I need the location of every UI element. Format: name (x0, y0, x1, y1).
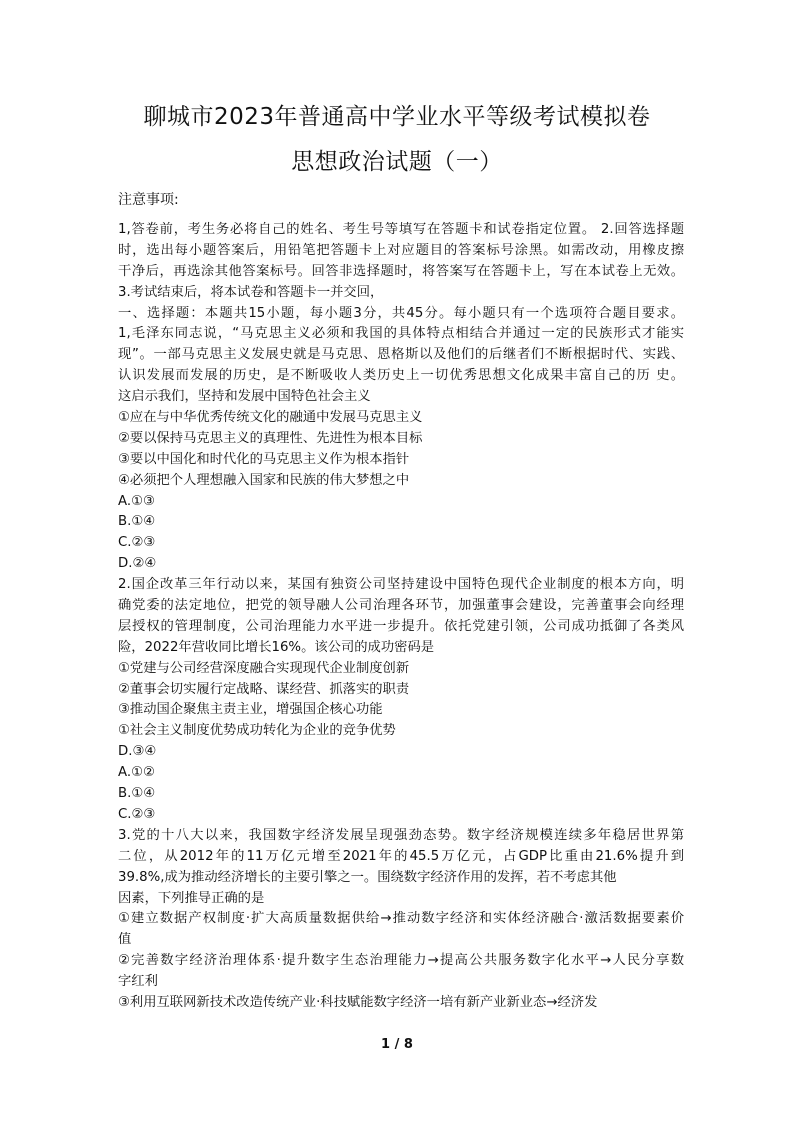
text-line: 因素，下列推导正确的是 (118, 890, 265, 906)
text-line: D.③④ (118, 744, 157, 760)
text-line: 层授权的管理制度，公司治理能力水平进一步提升。依托党建引领，公司成功抵御了各类风 (118, 618, 684, 634)
text-line: 2.国企改革三年行动以来，某国有独资公司坚持建设中国特色现代企业制度的根本方向，明 (118, 577, 684, 593)
text-line: D.②④ (118, 556, 157, 572)
document-title: 聊城市2023年普通高中学业水平等级考试模拟卷 (143, 104, 651, 130)
text-line: 这启示我们，坚持和发展中国特色社会主义 (118, 389, 371, 405)
text-line: C.②③ (118, 806, 156, 822)
notice-heading: 注意事项: (118, 192, 179, 208)
text-line: 值 (118, 932, 132, 948)
text-line: 干净后，再选涂其他答案标号。回答非选择题时，将答案写在答题卡上，写在本试卷上无效。 (118, 263, 684, 279)
document-body (118, 190, 684, 1014)
text-lines (118, 220, 684, 1014)
text-line: ①应在与中华优秀传统文化的融通中发展马克思主义 (118, 410, 423, 426)
text-line: 3.考试结束后，将本试卷和答题卡一并交回， (118, 284, 384, 300)
text-line: 认识发展而发展的历史，是不断吸收人类历史上一切优秀思想文化成果丰富自己的历 史。 (118, 368, 684, 384)
text-line: ③要以中国化和时代化的马克思主义作为根本指针 (118, 451, 410, 467)
text-line: 现”。一部马克思主义发展史就是马克思、恩格斯以及他们的后继者们不断根据时代、实践、 (118, 347, 684, 363)
text-line: ②完善数字经济治理体系·提升数字生态治理能力→提高公共服务数字化水平→人民分享数 (118, 953, 684, 969)
text-line: ②董事会切实履行定战略、谋经营、抓落实的职责 (118, 681, 410, 697)
text-line: ④必须把个人理想融入国家和民族的伟大梦想之中 (118, 472, 410, 488)
text-line: ③利用互联网新技术改造传统产业·科技赋能数字经济一培有新产业新业态→经济发 (118, 994, 598, 1010)
text-line: ①党建与公司经营深度融合实现现代企业制度创新 (118, 660, 410, 676)
text-line: 字红利 (118, 974, 158, 990)
text-line: A.①② (118, 765, 155, 781)
text-line: 险，2022年营收同比增长16%。该公司的成功密码是 (118, 639, 435, 655)
text-line: ③推动国企聚焦主责主业，增强国企核心功能 (118, 702, 383, 718)
text-line: 时，选出每小题答案后，用铅笔把答题卡上对应题目的答案标号涂黑。如需改动，用橡皮擦 (118, 242, 684, 258)
text-line: B.①④ (118, 786, 156, 802)
page-number: 1 / 8 (381, 1037, 413, 1052)
text-line: B.①④ (118, 514, 156, 530)
document-subtitle: 思想政治试题（一） (291, 149, 503, 175)
text-line: ②要以保持马克思主义的真理性、先进性为根本目标 (118, 430, 423, 446)
text-line: A.①③ (118, 493, 155, 509)
text-line: 确党委的法定地位，把党的领导融人公司治理各环节，加强董事会建设，完善董事会向经理 (118, 598, 684, 614)
text-line: 1,答卷前，考生务必将自己的姓名、考生号等填写在答题卡和试卷指定位置。 2.回答选择题 (118, 222, 684, 237)
text-line: 一、选择题：本题共15小题，每小题3分，共45分。每小题只有一个选项符合题目要求。 (118, 305, 684, 321)
text-line: ①社会主义制度优势成功转化为企业的竞争优势 (118, 723, 396, 739)
text-line: 1,毛泽东同志说，“马克思主义必须和我国的具体特点相结合并通过一定的民族形式才能实 (118, 326, 684, 342)
text-line: 3.党的十八大以来，我国数字经济发展呈现强劲态势。数字经济规模连续多年稳居世界第 (118, 827, 684, 843)
text-line: 39.8%,成为推动经济增长的主要引擎之一。围绕数字经济作用的发挥，若不考虑其他 (118, 869, 617, 885)
text-line: 二位，从2012年的11万亿元增至2021年的45.5万亿元，占GDP比重由21.6%提升到 (118, 848, 684, 864)
text-line: ①建立数据产权制度·扩大高质量数据供给→推动数字经济和实体经济融合·激活数据要素价 (118, 911, 684, 927)
text-line: C.②③ (118, 535, 156, 551)
